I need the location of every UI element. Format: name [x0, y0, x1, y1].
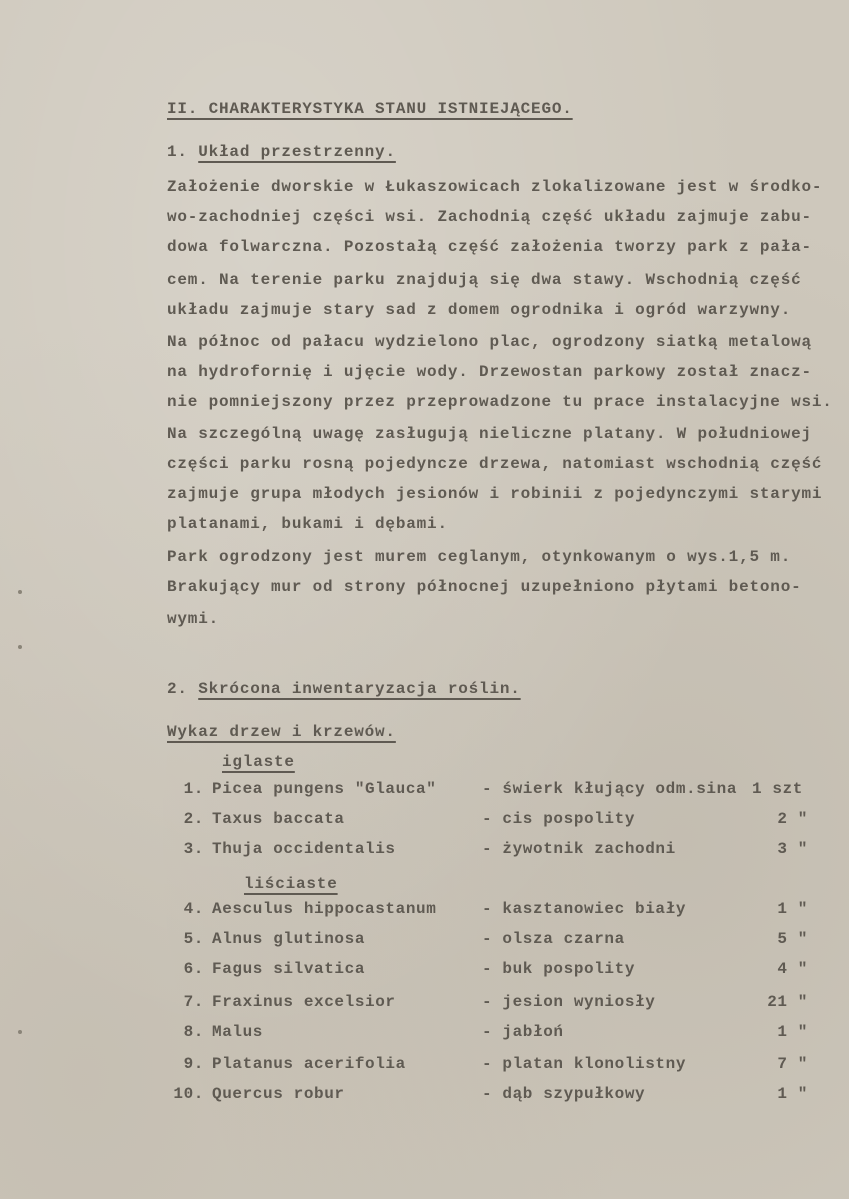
polish-name: - jabłoń: [482, 1023, 564, 1041]
section-2-heading: [167, 680, 521, 698]
document-title: II. CHARAKTERYSTYKA STANU ISTNIEJĄCEGO.: [167, 100, 573, 118]
latin-name: Platanus acerifolia: [212, 1055, 406, 1073]
list-heading: Wykaz drzew i krzewów.: [167, 723, 396, 741]
list-item: [0, 993, 849, 1015]
latin-name: Thuja occidentalis: [212, 840, 396, 858]
body-line: Założenie dworskie w Łukaszowicach zlokalizowane jest w środko-: [167, 178, 823, 196]
item-number: 3.: [183, 840, 204, 858]
list-item: [0, 1085, 849, 1107]
section-number: 1.: [167, 143, 188, 161]
item-number: 4.: [183, 900, 204, 918]
item-count: 2 ": [777, 810, 808, 828]
list-item: [0, 930, 849, 952]
polish-name: - buk pospolity: [482, 960, 636, 978]
body-line: Park ogrodzony jest murem ceglanym, otynkowanym o wys.1,5 m.: [167, 548, 792, 566]
item-count: 3 ": [777, 840, 808, 858]
item-number: 2.: [183, 810, 204, 828]
body-line: Brakujący mur od strony północnej uzupełniono płytami betono-: [167, 578, 802, 596]
body-line: nie pomniejszony przez przeprowadzone tu prace instalacyjne wsi.: [167, 393, 833, 411]
item-number: 9.: [183, 1055, 204, 1073]
body-line: Na północ od pałacu wydzielono plac, ogrodzony siatką metalową: [167, 333, 812, 351]
body-line: platanami, bukami i dębami.: [167, 515, 448, 533]
polish-name: - olsza czarna: [482, 930, 625, 948]
section-1-heading: [167, 143, 396, 161]
body-line: wymi.: [167, 610, 220, 628]
group-label: liściaste: [244, 875, 338, 893]
body-line: części parku rosną pojedyncze drzewa, natomiast wschodnią część: [167, 455, 823, 473]
item-number: 7.: [183, 993, 204, 1011]
list-item: [0, 780, 849, 802]
body-line: na hydrofornię i ujęcie wody. Drzewostan parkowy został znacz-: [167, 363, 812, 381]
item-count: 4 ": [777, 960, 808, 978]
section-number: 2.: [167, 680, 188, 698]
item-number: 8.: [183, 1023, 204, 1041]
latin-name: Taxus baccata: [212, 810, 345, 828]
item-count: 1 ": [777, 1085, 808, 1103]
item-count: 5 ": [777, 930, 808, 948]
body-line: zajmuje grupa młodych jesionów i robinii z pojedynczymi starymi: [167, 485, 823, 503]
list-item: [0, 810, 849, 832]
body-line: Na szczególną uwagę zasługują nieliczne platany. W południowej: [167, 425, 812, 443]
polish-name: - żywotnik zachodni: [482, 840, 676, 858]
punch-hole: [18, 590, 22, 594]
body-line: cem. Na terenie parku znajdują się dwa stawy. Wschodnią część: [167, 271, 802, 289]
section-title: Skrócona inwentaryzacja roślin.: [198, 680, 521, 698]
item-number: 5.: [183, 930, 204, 948]
item-count: 1 ": [777, 900, 808, 918]
latin-name: Fraxinus excelsior: [212, 993, 396, 1011]
item-count: 1 szt: [752, 780, 804, 798]
body-line: układu zajmuje stary sad z domem ogrodnika i ogród warzywny.: [167, 301, 792, 319]
item-count: 21 ": [767, 993, 808, 1011]
item-count: 7 ": [777, 1055, 808, 1073]
list-item: [0, 960, 849, 982]
item-number: 1.: [183, 780, 204, 798]
section-title: Układ przestrzenny.: [198, 143, 396, 161]
latin-name: Alnus glutinosa: [212, 930, 366, 948]
polish-name: - jesion wyniosły: [482, 993, 656, 1011]
body-line: dowa folwarczna. Pozostałą część założenia tworzy park z pała-: [167, 238, 812, 256]
list-item: [0, 1023, 849, 1045]
item-count: 1 ": [777, 1023, 808, 1041]
latin-name: Quercus robur: [212, 1085, 345, 1103]
list-item: [0, 1055, 849, 1077]
body-line: wo-zachodniej części wsi. Zachodnią część układu zajmuje zabu-: [167, 208, 812, 226]
punch-hole: [18, 645, 22, 649]
polish-name: - platan klonolistny: [482, 1055, 687, 1073]
list-item: [0, 840, 849, 862]
latin-name: Aesculus hippocastanum: [212, 900, 437, 918]
polish-name: - kasztanowiec biały: [482, 900, 687, 918]
latin-name: Picea pungens "Glauca": [212, 780, 437, 798]
polish-name: - dąb szypułkowy: [482, 1085, 646, 1103]
item-number: 10.: [173, 1085, 204, 1103]
list-item: [0, 900, 849, 922]
latin-name: Malus: [212, 1023, 264, 1041]
group-label: iglaste: [222, 753, 295, 771]
item-number: 6.: [183, 960, 204, 978]
latin-name: Fagus silvatica: [212, 960, 366, 978]
polish-name: - cis pospolity: [482, 810, 636, 828]
polish-name: - świerk kłujący odm.sina: [482, 780, 738, 798]
